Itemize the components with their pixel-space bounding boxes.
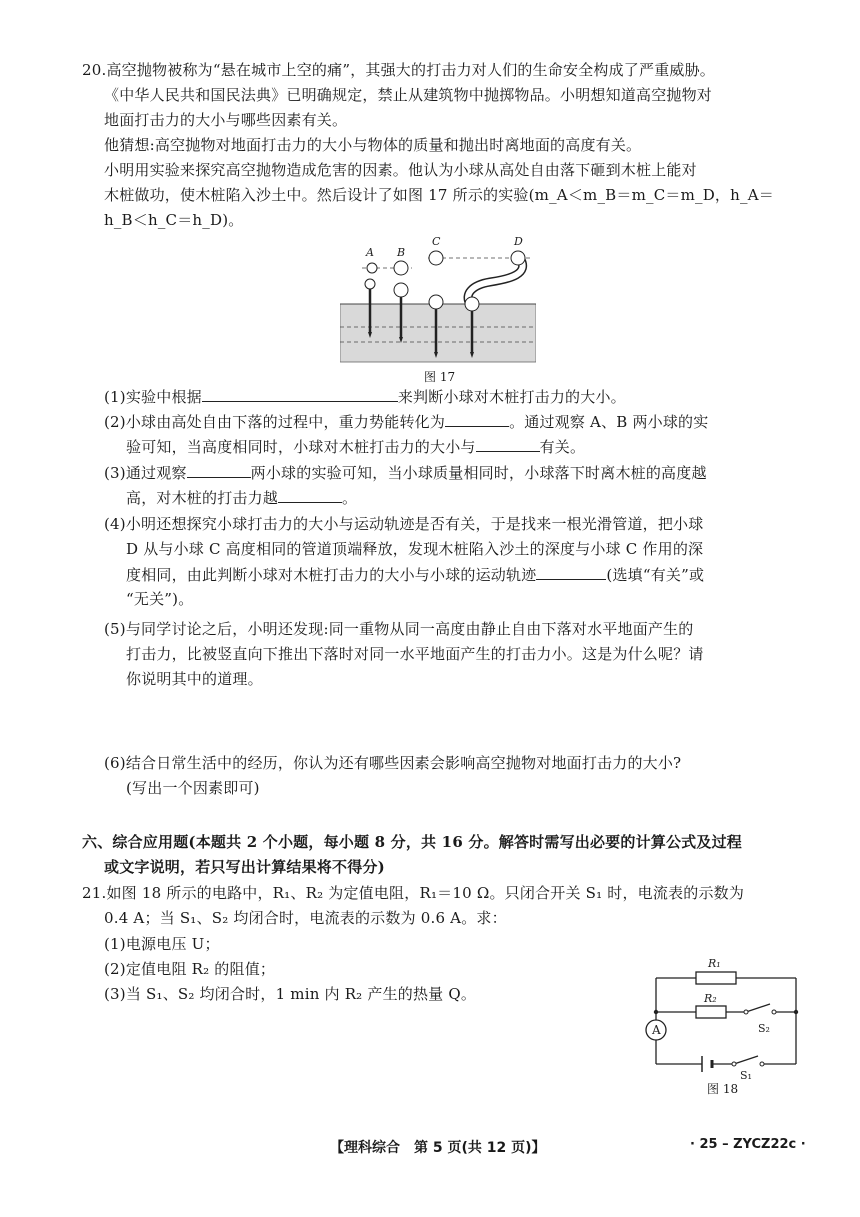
q20-p2-d: 有关。 xyxy=(539,438,586,456)
q20-stem-line-3: 地面打击力的大小与哪些因素有关。 xyxy=(104,111,348,129)
label-r1: R₁ xyxy=(708,957,721,970)
q20-part-6-line-1: (6)结合日常生活中的经历，你认为还有哪些因素会影响高空抛物对地面打击力的大小? xyxy=(104,754,682,772)
q20-part-4-line-1: (4)小明还想探究小球打击力的大小与运动轨迹是否有关，于是找来一根光滑管道，把小球 xyxy=(104,515,704,533)
page-footer-title: 【理科综合 第 5 页(共 12 页)】 xyxy=(330,1140,546,1156)
label-s2: S₂ xyxy=(758,1022,770,1035)
label-d: D xyxy=(514,235,523,248)
q20-stem-line-2: 《中华人民共和国民法典》已明确规定，禁止从建筑物中抛掷物品。小明想知道高空抛物对 xyxy=(104,86,713,104)
q20-part-1 xyxy=(104,386,626,407)
q20-part-2-line-1 xyxy=(104,411,708,432)
q21-part-2: (2)定值电阻 R₂ 的阻值； xyxy=(104,960,276,978)
q21-part-1: (1)电源电压 U； xyxy=(104,935,220,953)
q20-p3-c: 高，对木桩的打击力越 xyxy=(126,489,279,507)
q20-part-6-line-2: (写出一个因素即可) xyxy=(126,779,260,797)
q21-part-3: (3)当 S₁、S₂ 均闭合时，1 min 内 R₂ 产生的热量 Q。 xyxy=(104,985,477,1003)
label-b: B xyxy=(397,246,406,259)
q20-part-4-line-4: “无关”)。 xyxy=(126,590,194,608)
q20-p2-b: 。通过观察 A、B 两小球的实 xyxy=(509,413,709,431)
q21-stem-line-2: 0.4 A；当 S₁、S₂ 均闭合时，电流表的示数为 0.6 A。求： xyxy=(104,909,507,927)
ball-a xyxy=(367,263,377,273)
label-a: A xyxy=(366,246,374,259)
q20-p3-a: (3)通过观察 xyxy=(104,464,187,482)
ball-c xyxy=(429,251,443,265)
q20-p1-before: (1)实验中根据 xyxy=(104,388,202,406)
q20-part-5-line-1: (5)与同学讨论之后，小明还发现:同一重物从同一高度由静止自由下落对水平地面产生的 xyxy=(104,620,694,638)
q20-part-4-line-2: D 从与小球 C 高度相同的管道顶端释放，发现木桩陷入沙土的深度与小球 C 作用的深 xyxy=(126,540,704,558)
answer-blank-4[interactable] xyxy=(536,564,606,580)
label-c: C xyxy=(432,235,441,248)
q20-p4-c: 度相同，由此判断小球对木桩打击力的大小与小球的运动轨迹 xyxy=(126,566,537,584)
q20-stem-line-6: 木桩做功，使木桩陷入沙土中。然后设计了如图 17 所示的实验(m_A＜m_B＝m_C＝m_D，h_A＝ xyxy=(104,186,774,204)
q20-p3-b: 两小球的实验可知，当小球质量相同时，小球落下时离木桩的高度越 xyxy=(250,464,707,482)
answer-blank-2a[interactable] xyxy=(445,411,509,427)
figure-18-caption: 图 18 xyxy=(707,1082,739,1096)
switch-s1 xyxy=(760,1062,764,1066)
section-6-header-line-2: 或文字说明，若只写出计算结果将不得分) xyxy=(104,858,385,876)
q20-p1-after: 来判断小球对木桩打击力的大小。 xyxy=(397,388,626,406)
q21-stem-line-1: 21.如图 18 所示的电路中，R₁、R₂ 为定值电阻，R₁＝10 Ω。只闭合开关 S₁ 时，电流表的示数为 xyxy=(82,884,745,902)
figure-17-experiment xyxy=(340,234,536,364)
q20-stem-line-1: 20.高空抛物被称为“悬在城市上空的痛”，其强大的打击力对人们的生命安全构成了严重威胁。 xyxy=(82,61,715,79)
switch-s2 xyxy=(772,1010,776,1014)
q20-p4-d: (选填“有关”或 xyxy=(606,566,705,584)
q20-stem-line-5: 小明用实验来探究高空抛物造成危害的因素。他认为小球从高处自由落下砸到木桩上能对 xyxy=(104,161,697,179)
q20-part-2-line-2 xyxy=(126,436,585,457)
answer-blank-3a[interactable] xyxy=(187,462,251,478)
q20-part-4-line-3 xyxy=(126,564,704,585)
answer-blank-3b[interactable] xyxy=(278,487,342,503)
label-s1: S₁ xyxy=(740,1069,752,1082)
figure-18-circuit xyxy=(636,954,806,1084)
resistor-r2 xyxy=(696,1006,726,1018)
q20-p2-a: (2)小球由高处自由下落的过程中，重力势能转化为 xyxy=(104,413,446,431)
q20-stem-line-4: 他猜想:高空抛物对地面打击力的大小与物体的质量和抛出时离地面的高度有关。 xyxy=(104,136,642,154)
q20-p3-d: 。 xyxy=(342,489,358,507)
answer-blank-2b[interactable] xyxy=(476,436,540,452)
q20-part-5-line-2: 打击力，比被竖直向下推出下落时对同一水平地面产生的打击力小。这是为什么呢？请 xyxy=(126,645,704,663)
answer-blank-1[interactable] xyxy=(202,386,398,402)
ammeter-label: A xyxy=(652,1023,661,1037)
ball-d xyxy=(511,251,525,265)
q20-stem-line-7: h_B＜h_C＝h_D)。 xyxy=(104,211,244,229)
figure-17-caption: 图 17 xyxy=(424,370,456,384)
q20-part-3-line-1 xyxy=(104,462,707,483)
q20-part-3-line-2 xyxy=(126,487,357,508)
resistor-r1 xyxy=(696,972,736,984)
label-r2: R₂ xyxy=(704,992,717,1005)
page-footer-code: · 25 – ZYCZ22c · xyxy=(690,1137,806,1152)
ball-b xyxy=(394,261,408,275)
section-6-header-line-1: 六、综合应用题(本题共 2 个小题，每小题 8 分，共 16 分。解答时需写出必要的计算公式及过程 xyxy=(82,833,742,851)
q20-part-5-line-3: 你说明其中的道理。 xyxy=(126,670,263,688)
q20-p2-c: 验可知，当高度相同时，小球对木桩打击力的大小与 xyxy=(126,438,476,456)
